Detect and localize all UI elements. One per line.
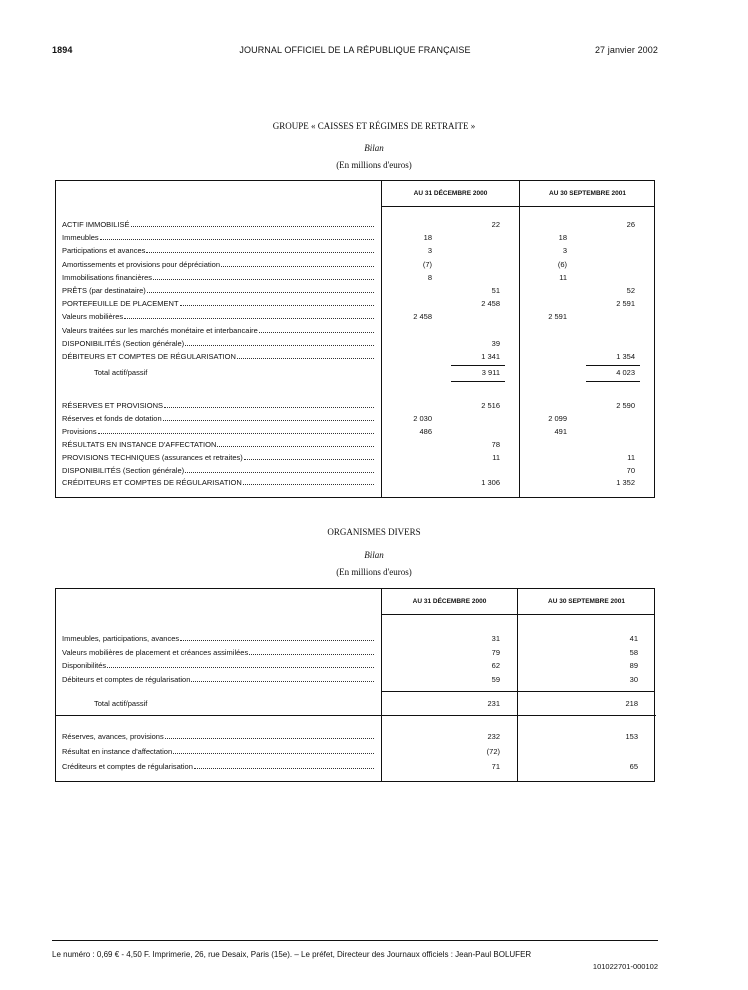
section1-table: [55, 180, 655, 498]
cell-value: 231: [487, 699, 500, 708]
cell-value: 2 458: [481, 299, 500, 309]
cell-value: 11: [627, 452, 635, 462]
table-row: [56, 673, 656, 686]
row-label-text: Valeurs mobilières de placement et créances assimilées: [62, 647, 249, 657]
cell-value: 62: [491, 661, 500, 670]
table-row: [56, 231, 656, 244]
cell-value: 26: [626, 220, 635, 229]
leader-dots: [100, 231, 374, 240]
cell-value: 3: [427, 246, 432, 256]
row-label: [62, 350, 376, 363]
row-label: [62, 476, 376, 489]
cell-value: 3 911: [481, 368, 500, 377]
cell-value: 11: [559, 272, 567, 282]
table-row: [56, 399, 656, 412]
leader-dots: [165, 730, 374, 739]
cell-value: 2 591: [548, 312, 567, 322]
leader-dots: [124, 310, 374, 319]
table-row: [56, 438, 656, 451]
cell-value: 18: [558, 233, 567, 243]
row-label: [62, 244, 376, 257]
cell-value: 3: [562, 246, 567, 256]
row-label: [62, 337, 376, 350]
cell-value: 2 516: [481, 401, 500, 410]
leader-dots: [244, 451, 374, 460]
row-label-text: Participations et avances: [62, 246, 146, 256]
cell-value: 70: [626, 465, 635, 475]
cell-value: 51: [491, 286, 500, 295]
row-label: [94, 366, 408, 379]
leader-dots: [163, 412, 374, 421]
row-label-text: Total actif/passif: [94, 699, 148, 708]
row-label-text: RÉSERVES ET PROVISIONS: [62, 401, 164, 410]
leader-dots: [107, 659, 374, 668]
leader-dots: [164, 399, 374, 408]
cell-value: 78: [491, 439, 500, 449]
row-label-text: Immobilisations financières: [62, 272, 153, 282]
total-rule: [382, 691, 517, 692]
cell-value: 71: [491, 762, 500, 771]
cell-value: 39: [491, 338, 500, 348]
row-label-text: Provisions: [62, 426, 97, 436]
row-label: [62, 673, 376, 686]
section2-col2-header: AU 30 SEPTEMBRE 2001: [518, 589, 655, 615]
table-row: [56, 476, 656, 489]
row-label-text: PORTEFEUILLE DE PLACEMENT: [62, 299, 179, 309]
total-rule: [586, 381, 640, 382]
table-row: [56, 271, 656, 284]
cell-value: 232: [487, 732, 500, 741]
cell-value: 2 099: [548, 413, 567, 423]
section2-col1-header: AU 31 DÉCEMBRE 2000: [382, 589, 517, 615]
section1-unit: (En millions d'euros): [336, 160, 412, 170]
cell-value: 2 030: [413, 413, 432, 423]
cell-value: 486: [419, 426, 432, 436]
cell-value: (6): [557, 259, 567, 269]
row-label-text: Disponibilités: [62, 661, 107, 670]
row-label: [62, 297, 376, 310]
page-number: 1894: [52, 45, 73, 55]
issue-date: 27 janvier 2002: [594, 45, 658, 55]
cell-value: 18: [423, 233, 432, 243]
cell-value: 11: [492, 452, 500, 462]
row-label: [62, 324, 376, 337]
cell-value: 22: [491, 220, 500, 229]
table-row: [56, 412, 656, 425]
table-row: [56, 730, 656, 743]
cell-value: 1 354: [616, 352, 635, 361]
cell-value: 491: [554, 426, 567, 436]
row-label: [94, 697, 408, 710]
row-label: [62, 412, 376, 425]
row-label-text: Valeurs traitées sur les marchés monétaire et interbancaire: [62, 325, 258, 335]
total-rule: [451, 381, 505, 382]
section1-title: GROUPE « CAISSES ET RÉGIMES DE RETRAITE »: [272, 121, 476, 131]
row-label: [62, 745, 376, 758]
total-rule: [56, 715, 656, 716]
cell-value: 2 591: [616, 299, 635, 309]
row-label-text: DISPONIBILITÉS (Section générale): [62, 338, 185, 348]
total-row: [56, 697, 656, 710]
footer-divider: [52, 940, 658, 941]
leader-dots: [185, 337, 374, 346]
page-header: [52, 45, 658, 59]
table-row: [56, 646, 656, 659]
row-label-text: DÉBITEURS ET COMPTES DE RÉGULARISATION: [62, 352, 236, 361]
row-label: [62, 451, 376, 464]
leader-dots: [217, 438, 374, 447]
section2-subtitle: Bilan: [364, 550, 384, 560]
cell-value: 218: [625, 699, 638, 708]
leader-dots: [221, 258, 374, 267]
cell-value: (7): [422, 259, 432, 269]
leader-dots: [153, 271, 374, 280]
section2-title: ORGANISMES DIVERS: [327, 527, 421, 537]
row-label-text: PRÊTS (par destinataire): [62, 286, 146, 295]
table-row: [56, 297, 656, 310]
footer-text: Le numéro : 0,69 € - 4,50 F. Imprimerie, 26, rue Desaix, Paris (15e). – Le préfet, Directeur des Journaux officiels : Jean-Paul BOLUFER: [52, 950, 532, 959]
leader-dots: [146, 244, 374, 253]
leader-dots: [191, 673, 374, 682]
leader-dots: [237, 350, 374, 359]
leader-dots: [173, 745, 374, 754]
leader-dots: [243, 476, 374, 485]
cell-value: 30: [629, 674, 638, 684]
row-label: [62, 271, 376, 284]
cell-value: 52: [626, 286, 635, 295]
cell-value: 1 352: [616, 478, 635, 488]
table-row: [56, 425, 656, 438]
leader-dots: [98, 425, 374, 434]
row-label: [62, 646, 376, 659]
row-label-text: Immeubles: [62, 233, 99, 243]
cell-value: (72): [486, 747, 500, 756]
row-label-text: Réserves et fonds de dotation: [62, 413, 162, 423]
row-label-text: Résultat en instance d'affectation: [62, 747, 173, 756]
row-label: [62, 632, 376, 645]
row-label-text: Total actif/passif: [94, 368, 148, 377]
table-row: [56, 632, 656, 645]
row-label-text: CRÉDITEURS ET COMPTES DE RÉGULARISATION: [62, 478, 242, 488]
row-label-text: Amortissements et provisions pour dépréciation: [62, 259, 220, 269]
row-label-text: Débiteurs et comptes de régularisation: [62, 674, 191, 684]
row-label-text: PROVISIONS TECHNIQUES (assurances et retraites): [62, 452, 243, 462]
row-label: [62, 258, 376, 271]
section2-unit: (En millions d'euros): [336, 567, 412, 577]
leader-dots: [147, 284, 374, 293]
table-row: [56, 258, 656, 271]
table-row: [56, 244, 656, 257]
row-label: [62, 760, 376, 773]
table-row: [56, 745, 656, 758]
row-label: [62, 231, 376, 244]
section2-table: [55, 588, 655, 782]
total-row: [56, 366, 656, 379]
row-label: [62, 438, 376, 451]
row-label: [62, 464, 376, 477]
table-row: [56, 350, 656, 363]
cell-value: 1 306: [481, 478, 500, 488]
row-label: [62, 284, 376, 297]
row-label-text: RÉSULTATS EN INSTANCE D'AFFECTATION: [62, 439, 217, 449]
table-row: [56, 284, 656, 297]
row-label: [62, 399, 376, 412]
row-label: [62, 218, 376, 231]
footer-code: 101022701-000102: [592, 962, 658, 971]
table-row: [56, 218, 656, 231]
total-rule: [518, 691, 655, 692]
journal-title: JOURNAL OFFICIEL DE LA RÉPUBLIQUE FRANÇAISE: [239, 45, 471, 55]
cell-value: 4 023: [616, 368, 635, 377]
row-label-text: Réserves, avances, provisions: [62, 732, 164, 741]
section1-subtitle: Bilan: [364, 143, 384, 153]
cell-value: 8: [427, 272, 432, 282]
row-label: [62, 730, 376, 743]
row-label-text: ACTIF IMMOBILISÉ: [62, 220, 130, 229]
leader-dots: [131, 218, 374, 227]
cell-value: 2 458: [413, 312, 432, 322]
table-row: [56, 760, 656, 773]
cell-value: 153: [625, 732, 638, 741]
cell-value: 2 590: [616, 401, 635, 410]
table-row: [56, 310, 656, 323]
leader-dots: [185, 464, 374, 473]
cell-value: 1 341: [481, 352, 500, 361]
page-footer: [52, 950, 658, 971]
leader-dots: [249, 646, 374, 655]
row-label: [62, 310, 376, 323]
leader-dots: [180, 297, 374, 306]
table-row: [56, 451, 656, 464]
row-label-text: Immeubles, participations, avances: [62, 634, 180, 643]
row-label: [62, 659, 376, 672]
cell-value: 58: [629, 647, 638, 657]
row-label-text: Créditeurs et comptes de régularisation: [62, 762, 193, 771]
leader-dots: [180, 632, 374, 641]
cell-value: 89: [629, 661, 638, 670]
table-row: [56, 659, 656, 672]
cell-value: 31: [491, 634, 500, 643]
cell-value: 79: [491, 647, 500, 657]
cell-value: 65: [629, 762, 638, 771]
cell-value: 41: [629, 634, 638, 643]
row-label-text: Valeurs mobilières: [62, 312, 124, 322]
row-label: [62, 425, 376, 438]
section1-col2-header: AU 30 SEPTEMBRE 2001: [520, 181, 655, 207]
table-row: [56, 464, 656, 477]
cell-value: 59: [491, 674, 500, 684]
table-row: [56, 337, 656, 350]
leader-dots: [259, 324, 374, 333]
row-label-text: DISPONIBILITÉS (Section générale): [62, 465, 185, 475]
table-row: [56, 324, 656, 337]
section1-col1-header: AU 31 DÉCEMBRE 2000: [382, 181, 519, 207]
leader-dots: [194, 760, 374, 769]
